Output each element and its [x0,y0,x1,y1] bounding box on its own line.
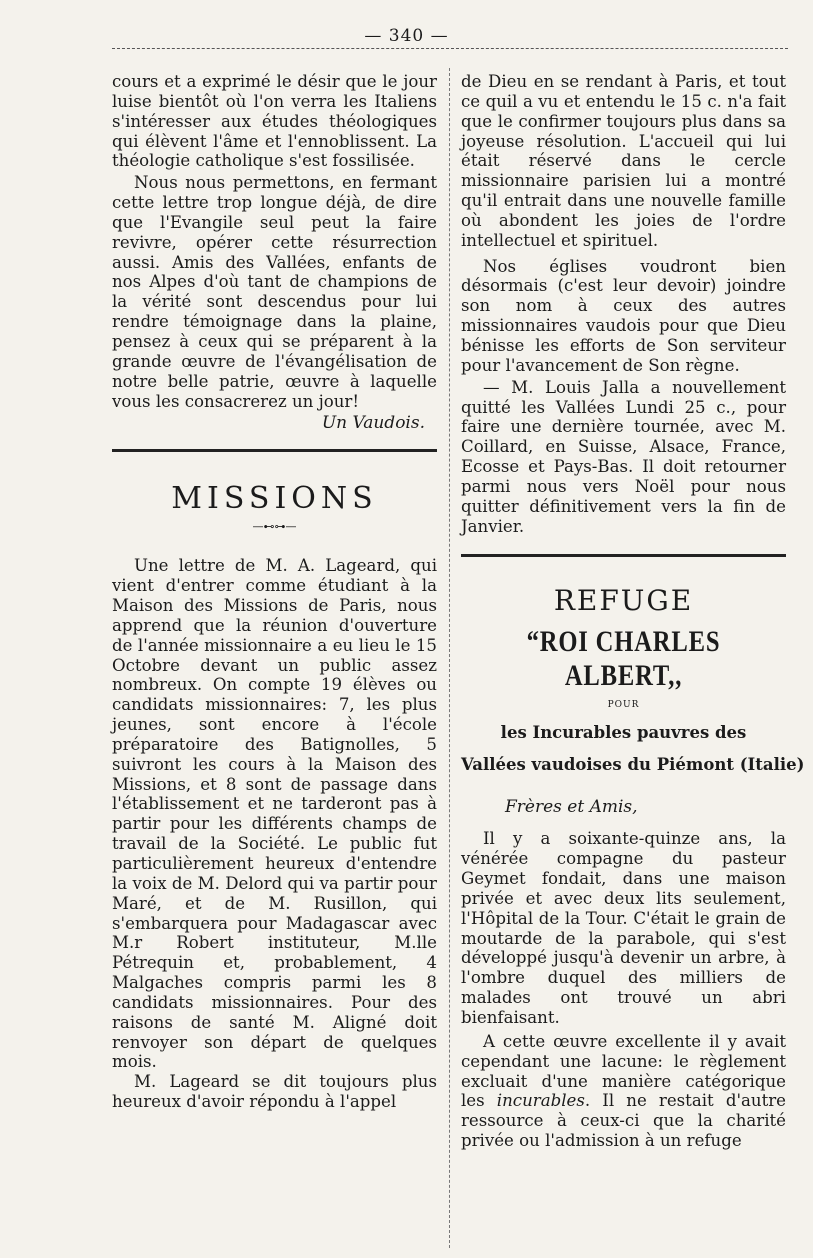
missions-heading: MISSIONS [171,481,378,517]
jalla-paragraph: — M. Louis Jalla a nouvellement quitté les Vallées Lundi 25 c., pour faire une dernière tournée, avec M. Coillard, en Suisse, Alsace, France, Ecosse et Pays-Bas. Il doit retourner parmi nous vers Noël pour nous quitter définitivement vers la fin de Janvier. [461,377,786,536]
refuge-subtitle-line2: Vallées vaudoises du Piémont (Italie) [461,755,805,775]
greeting: Frères et Amis, [505,797,638,818]
page-number: — 340 — [364,26,449,46]
history-paragraph: Il y a soixante-quinze ans, la vénérée compagne du pasteur Geymet fondait, dans une maison privée et avec deux lits seulement, l'Hôpital de la Tour. C'était le grain de moutarde de la parabole, qui s'est développé jusqu'à devenir un arbre, à l'ombre duquel des milliers de malades ont trouvé un abri bienfaisant. [461,829,786,1027]
intro-paragraph: cours et a exprimé le désir que le jour luise bientôt où l'on verra les Italiens s'intéresser aux études théologiques qui élèvent l'âme et l'ennoblissent. La théologie catholique s'est fossilisée. [112,72,437,171]
gap-paragraph-before: A cette œuvre excellente il y avait cependant une lacune: le règlement excluait d'une manière catégorique les [461,1031,786,1111]
signature: Un Vaudois. [321,413,425,434]
refuge-heading: REFUGE [553,584,694,618]
gap-paragraph-italic: incurables [496,1091,585,1111]
ornament: —⊷⊶— [252,520,297,534]
churches-paragraph: Nos églises voudront bien désormais (c'est leur devoir) joindre son nom à ceux des autres missionnaires vaudois pour que Dieu bénisse les efforts de Son serviteur pour l'avancement de Son règne. [461,256,786,375]
appeal-paragraph: Nous nous permettons, en fermant cette lettre trop longue déjà, de dire que l'Evangile seul peut la faire revivre, opérer cette résurrection aussi. Amis des Vallées, enfants de nos Alpes d'où tant de champions de la vérité sont descendus pour lui rendre témoignage dans la plaine, pensez à ceux qui se préparent à la grande œuvre de l'évangélisation de notre belle patrie, œuvre à laquelle vous les consacrerez un jour! [112,173,437,411]
section-rule [461,554,786,557]
gap-paragraph-after: . Il ne restait d'autre ressource à ceux-ci que la charité privée ou l'admission à un refuge [461,1091,787,1151]
continuation-paragraph: de Dieu en se rendant à Paris, et tout ce quil a vu et entendu le 15 c. n'a fait que le confirmer toujours plus dans sa joyeuse résolution. L'accueil qui lui était réservé dans le cercle missionnaire parisien lui a montré qu'il entrait dans une nouvelle famille où abondent les joies de l'ordre intellectuel et spirituel. [461,72,786,250]
gap-paragraph [461,1032,786,1151]
left-column [112,72,437,1112]
section-rule [112,449,437,452]
lageard-paragraph: M. Lageard se dit toujours plus heureux d'avoir répondu à l'appel [112,1072,437,1112]
column-divider [449,68,450,1248]
missions-paragraph: Une lettre de M. A. Lageard, qui vient d'entrer comme étudiant à la Maison des Missions de Paris, nous apprend que la réunion d'ouverture de l'année missionnaire a eu lieu le 15 Octobre devant un public assez nombreux. On compte 19 élèves ou candidats missionnaires: 7, les plus jeunes, sont encore à l'école préparatoire des Batignolles, 5 suivront les cours à la Maison des Missions, et 8 sont de passage dans l'établissement et ne tarderont pas à partir pour les différents champs de travail de la Société. Le public fut particulièrement heureux d'entendre la voix de M. Delord qui va partir pour Maré, et de M. Rusillon, qui s'embarquera pour Madagascar avec M.r Robert instituteur, M.lle Pétrequin et, probablement, 4 Malgaches compris parmi les 8 candidats missionnaires. Pour des raisons de santé M. Aligné doit renvoyer son départ de quelques mois. [112,556,437,1072]
refuge-subtitle-line1: les Incurables pauvres des [500,723,747,743]
refuge-name: “ROI CHARLES ALBERT,, [526,625,721,693]
top-rule [112,48,788,49]
pour-label: POUR [607,700,640,711]
right-column [461,72,805,1151]
